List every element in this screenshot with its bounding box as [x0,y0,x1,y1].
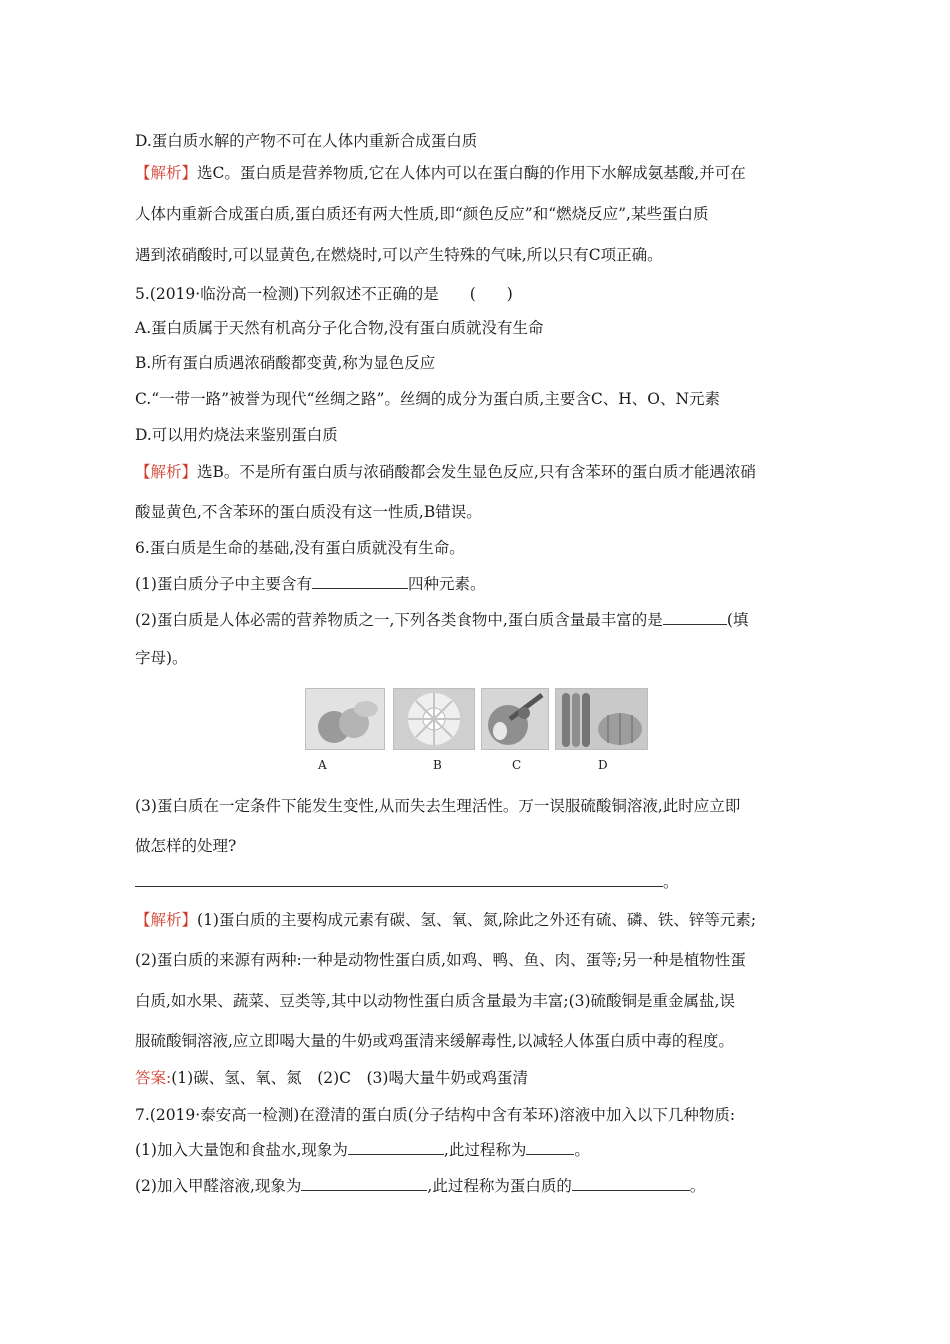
option-d-line: D.蛋白质水解的产物不可在人体内重新合成蛋白质 [135,132,478,150]
analysis-text: 选B。不是所有蛋白质与浓硝酸都会发生显色反应,只有含苯环的蛋白质才能遇浓硝 [197,463,756,481]
analysis-6 [135,910,756,930]
answer-tag: 答案: [135,1069,172,1087]
period: 。 [574,1141,590,1159]
answer-blank[interactable] [572,1176,690,1191]
answer-blank[interactable] [526,1140,574,1155]
analysis-6-cont3: 服硫酸铜溶液,应立即喝大量的牛奶或鸡蛋清来缓解毒性,以减轻人体蛋白质中毒的程度。 [135,1032,734,1050]
q6-part3-cont: 做怎样的处理? [135,837,237,855]
q6-part1-tail: 四种元素。 [407,575,486,593]
q5-option-c: C.“一带一路”被誉为现代“丝绸之路”。丝绸的成分为蛋白质,主要含C、H、O、N元素 [135,390,721,408]
food-images [305,688,647,750]
fruit-icon [306,689,384,749]
q6-part2 [135,610,748,630]
analysis-tag: 【解析】 [135,911,198,929]
analysis-tag: 【解析】 [135,463,198,481]
q6-part2-text: (2)蛋白质是人体必需的营养物质之一,下列各类食物中,蛋白质含量最丰富的是 [135,611,663,629]
analysis-4 [135,163,746,183]
q7-part1-text: (1)加入大量饱和食盐水,现象为 [135,1141,348,1159]
q6-part2-tail: (填 [726,611,749,629]
fish-egg-image [481,688,549,750]
question-5: 5.(2019·临汾高一检测)下列叙述不正确的是 ( ) [135,285,513,303]
answer-blank[interactable] [135,872,663,887]
caption-a: A [318,758,327,772]
q7-part2-mid: ,此过程称为蛋白质的 [427,1177,572,1195]
rice-image [393,688,475,750]
q6-part1-text: (1)蛋白质分子中主要含有 [135,575,312,593]
analysis-6-cont2: 白质,如水果、蔬菜、豆类等,其中以动物性蛋白质含量最为丰富;(3)硫酸铜是重金属盐,误 [135,992,735,1010]
analysis-5-cont: 酸显黄色,不含苯环的蛋白质没有这一性质,B错误。 [135,503,482,521]
q7-part1 [135,1140,590,1160]
q7-part1-mid: ,此过程称为 [443,1141,527,1159]
q5-option-a: A.蛋白质属于天然有机高分子化合物,没有蛋白质就没有生命 [135,319,544,337]
fish-egg-icon [482,689,548,749]
analysis-5 [135,462,756,482]
analysis-tag: 【解析】 [135,164,198,182]
answer-blank[interactable] [301,1176,427,1191]
question-6: 6.蛋白质是生命的基础,没有蛋白质就没有生命。 [135,539,465,557]
period: 。 [663,873,679,891]
caption-b: B [433,758,442,772]
analysis-text: (1)蛋白质的主要构成元素有碳、氢、氧、氮,除此之外还有硫、磷、铁、锌等元素; [197,911,757,929]
q5-option-b: B.所有蛋白质遇浓硝酸都变黄,称为显色反应 [135,354,436,372]
answer-blank[interactable] [663,610,727,625]
q6-part1 [135,574,485,594]
q6-part3: (3)蛋白质在一定条件下能发生变性,从而失去生理活性。万一误服硫酸铜溶液,此时应立即 [135,797,741,815]
analysis-4-cont1: 人体内重新合成蛋白质,蛋白质还有两大性质,即“颜色反应”和“燃烧反应”,某些蛋白质 [135,205,709,223]
q6-part2-cont: 字母)。 [135,649,188,667]
q7-part2 [135,1176,705,1196]
period: 。 [689,1177,706,1195]
vegetable-image [555,688,648,750]
analysis-text: 选C。蛋白质是营养物质,它在人体内可以在蛋白酶的作用下水解成氨基酸,并可在 [197,164,746,182]
analysis-4-cont2: 遇到浓硝酸时,可以显黄色,在燃烧时,可以产生特殊的气味,所以只有C项正确。 [135,246,663,264]
answer-blank[interactable] [348,1140,444,1155]
fruit-image [305,688,385,750]
answer-text: (1)碳、氢、氧、氮 (2)C (3)喝大量牛奶或鸡蛋清 [171,1069,528,1087]
vegetable-icon [556,689,647,749]
question-7: 7.(2019·泰安高一检测)在澄清的蛋白质(分子结构中含有苯环)溶液中加入以下几种物质: [135,1106,736,1124]
q6-part3-answer-line [135,872,679,892]
q5-option-d: D.可以用灼烧法来鉴别蛋白质 [135,426,338,444]
answer-6 [135,1068,528,1088]
q7-part2-text: (2)加入甲醛溶液,现象为 [135,1177,302,1195]
analysis-6-cont1: (2)蛋白质的来源有两种:一种是动物性蛋白质,如鸡、鸭、鱼、肉、蛋等;另一种是植物性蛋 [135,951,746,969]
caption-d: D [598,758,608,772]
caption-c: C [512,758,522,772]
rice-bowl-icon [394,689,474,749]
answer-blank[interactable] [312,574,408,589]
